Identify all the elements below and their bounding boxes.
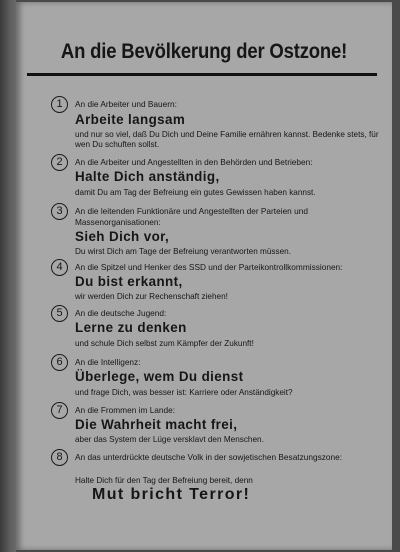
item-slogan: Lerne zu denken [75, 320, 187, 335]
item-text: und nur so viel, daß Du Dich und Deine Familie ernähren kannst. Bedenke stets, für wen Du schuften sollst. [75, 130, 379, 149]
item-address: An die Frommen im Lande: [75, 405, 176, 415]
item-slogan: Überlege, wem Du dienst [75, 369, 244, 384]
item-address: An die Intelligenz: [75, 357, 141, 367]
leaflet-page [16, 2, 392, 550]
item-number: 8 [51, 449, 68, 466]
item-address: An das unterdrückte deutsche Volk in der sowjetischen Besatzungszone: [75, 452, 343, 462]
item-slogan: Du bist erkannt, [75, 274, 183, 289]
book-binding [0, 0, 16, 552]
item-number: 3 [51, 203, 68, 220]
item-text: und schule Dich selbst zum Kämpfer der Zukunft! [75, 339, 254, 348]
item-slogan: Sieh Dich vor, [75, 229, 170, 244]
closing-slogan: Mut bricht Terror! [92, 486, 251, 503]
item-address: An die deutsche Jugend: [75, 308, 167, 318]
item-text: und frage Dich, was besser ist: Karriere oder Anständigkeit? [75, 388, 293, 397]
item-number: 4 [51, 259, 68, 276]
item-number: 6 [51, 354, 68, 371]
item-slogan: Die Wahrheit macht frei, [75, 417, 238, 432]
item-number: 5 [51, 305, 68, 322]
page-title: An die Bevölkerung der Ostzone! [60, 40, 348, 63]
item-address: An die Spitzel und Henker des SSD und der Parteikontrollkommissionen: [75, 262, 343, 272]
item-slogan: Halte Dich anständig, [75, 169, 220, 184]
item-text: aber das System der Lüge versklavt den Menschen. [75, 435, 264, 444]
item-text: wir werden Dich zur Rechenschaft ziehen! [75, 292, 228, 301]
item-number: 1 [51, 96, 68, 113]
item-number: 7 [51, 402, 68, 419]
item-slogan: Arbeite langsam [75, 112, 186, 127]
title-rule [27, 73, 377, 76]
item-address: An die Arbeiter und Angestellten in den Behörden und Betrieben: [75, 157, 313, 167]
item-address: An die Arbeiter und Bauern: [75, 99, 177, 109]
item-text: Halte Dich für den Tag der Befreiung bereit, denn [75, 476, 253, 485]
item-number: 2 [51, 154, 68, 171]
item-address: An die leitenden Funktionäre und Angestellten der Parteien und Massenorganisationen: [75, 206, 308, 227]
item-text: damit Du am Tag der Befreiung ein gutes Gewissen haben kannst. [75, 188, 316, 197]
item-text: Du wirst Dich am Tage der Befreiung verantworten müssen. [75, 247, 292, 256]
